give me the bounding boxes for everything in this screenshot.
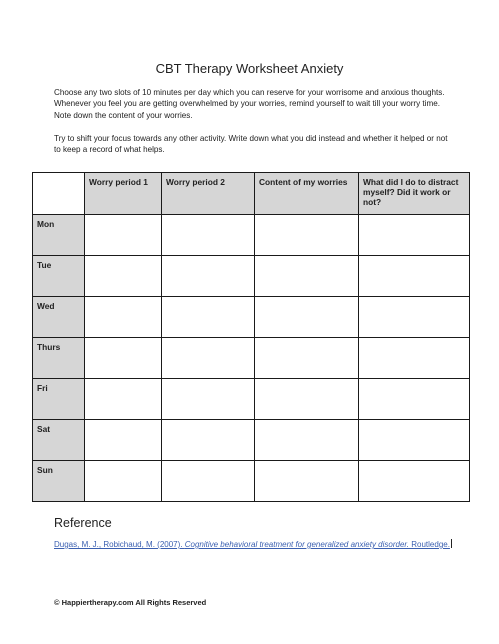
entry-cell[interactable] — [85, 420, 162, 461]
entry-cell[interactable] — [359, 379, 470, 420]
row-label-fri: Fri — [33, 379, 85, 420]
entry-cell[interactable] — [255, 461, 359, 502]
copyright-footer: © Happiertherapy.com All Rights Reserved — [54, 598, 207, 607]
row-label-mon: Mon — [33, 215, 85, 256]
entry-cell[interactable] — [359, 461, 470, 502]
reference-citation — [54, 539, 454, 551]
instruction-paragraph-1: Choose any two slots of 10 minutes per day which you can reserve for your worrisome and anxious thoughts. Whenever you feel you are getting overwhelmed by your worries, remind yourself to wait till your worry time. Note down the content of your worries. — [54, 88, 445, 120]
row-label-tue: Tue — [33, 256, 85, 297]
entry-cell[interactable] — [162, 461, 255, 502]
entry-cell[interactable] — [255, 420, 359, 461]
entry-cell[interactable] — [85, 338, 162, 379]
reference-authors: Dugas, M. J., Robichaud, M. (2007). — [54, 540, 185, 549]
table-header-row — [33, 173, 470, 215]
table-row — [33, 461, 470, 502]
entry-cell[interactable] — [359, 420, 470, 461]
header-distraction: What did I do to distract myself? Did it work or not? — [359, 173, 470, 215]
table-row — [33, 215, 470, 256]
instruction-paragraph-2: Try to shift your focus towards any other activity. Write down what you did instead and whether it helped or not to keep a record of what helps. — [54, 133, 448, 155]
entry-cell[interactable] — [85, 379, 162, 420]
table-row — [33, 379, 470, 420]
header-worry-period-2: Worry period 2 — [162, 173, 255, 215]
text-cursor — [451, 539, 452, 548]
row-label-sat: Sat — [33, 420, 85, 461]
entry-cell[interactable] — [255, 256, 359, 297]
entry-cell[interactable] — [255, 379, 359, 420]
entry-cell[interactable] — [85, 215, 162, 256]
table-row — [33, 256, 470, 297]
entry-cell[interactable] — [162, 297, 255, 338]
entry-cell[interactable] — [85, 256, 162, 297]
entry-cell[interactable] — [85, 297, 162, 338]
entry-cell[interactable] — [255, 338, 359, 379]
entry-cell[interactable] — [359, 215, 470, 256]
entry-cell[interactable] — [162, 379, 255, 420]
entry-cell[interactable] — [162, 215, 255, 256]
table-row — [33, 338, 470, 379]
entry-cell[interactable] — [255, 215, 359, 256]
entry-cell[interactable] — [359, 297, 470, 338]
entry-cell[interactable] — [359, 338, 470, 379]
header-content-of-worries: Content of my worries — [255, 173, 359, 215]
entry-cell[interactable] — [85, 461, 162, 502]
reference-work-title: Cognitive behavioral treatment for generalized anxiety disorder. — [184, 540, 410, 549]
row-label-sun: Sun — [33, 461, 85, 502]
row-label-wed: Wed — [33, 297, 85, 338]
row-label-thurs: Thurs — [33, 338, 85, 379]
instructions — [54, 87, 454, 167]
entry-cell[interactable] — [359, 256, 470, 297]
reference-heading: Reference — [54, 516, 112, 530]
table-row — [33, 420, 470, 461]
header-worry-period-1: Worry period 1 — [85, 173, 162, 215]
entry-cell[interactable] — [255, 297, 359, 338]
table-row — [33, 297, 470, 338]
reference-publisher: Routledge. — [409, 540, 450, 549]
entry-cell[interactable] — [162, 420, 255, 461]
entry-cell[interactable] — [162, 256, 255, 297]
table-corner-cell — [33, 173, 85, 215]
page-title: CBT Therapy Worksheet Anxiety — [155, 61, 344, 76]
worry-log-table — [32, 172, 470, 502]
reference-link[interactable] — [54, 540, 450, 549]
entry-cell[interactable] — [162, 338, 255, 379]
